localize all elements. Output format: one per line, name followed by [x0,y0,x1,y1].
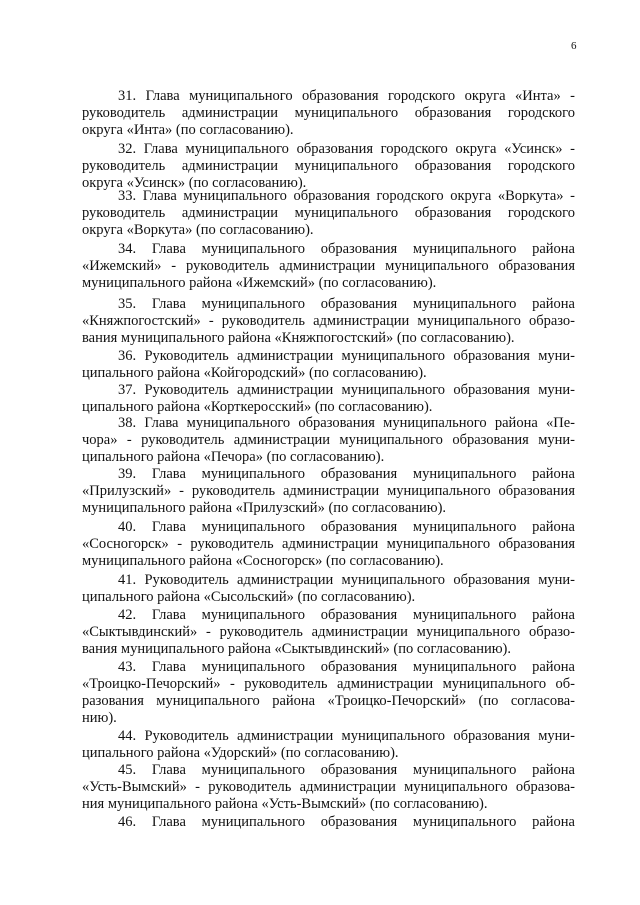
text-line: 44. Руководитель администрации муниципального образования муни- [118,728,575,744]
text-line: ципального района «Койгородский» (по согласованию). [82,365,427,381]
text-line: 32. Глава муниципального образования городского округа «Усинск» - [118,141,575,157]
text-line: 39. Глава муниципального образования муниципального района [118,466,575,482]
text-line: ципального района «Удорский» (по согласованию). [82,745,399,761]
text-line: руководитель администрации муниципального образования городского [82,158,575,174]
text-line: «Ижемский» - руководитель администрации муниципального образования [82,258,575,274]
text-line: муниципального района «Прилузский» (по согласованию). [82,500,447,516]
text-line: ципального района «Корткеросский» (по согласованию). [82,399,433,415]
text-line: муниципального района «Ижемский» (по согласованию). [82,275,437,291]
text-line: округа «Воркута» (по согласованию). [82,222,314,238]
text-line: 31. Глава муниципального образования городского округа «Инта» - [118,88,575,104]
text-line: «Сыктывдинский» - руководитель администрации муниципального образо- [82,624,575,640]
text-line: разования муниципального района «Троицко-Печорский» (по согласова- [82,693,575,709]
text-line: вания муниципального района «Княжпогостский» (по согласованию). [82,330,515,346]
text-line: 37. Руководитель администрации муниципального образования муни- [118,382,575,398]
text-line: ципального района «Печора» (по согласованию). [82,449,385,465]
text-line: чора» - руководитель администрации муниципального образования муни- [82,432,575,448]
text-line: 46. Глава муниципального образования муниципального района [118,814,575,830]
text-line: «Сосногорск» - руководитель администрации муниципального образования [82,536,575,552]
text-line: 45. Глава муниципального образования муниципального района [118,762,575,778]
text-line: 38. Глава муниципального образования муниципального района «Пе- [118,415,575,431]
text-line: округа «Усинск» (по согласованию). [82,175,307,191]
text-line: ния муниципального района «Усть-Вымский» (по согласованию). [82,796,488,812]
text-line: «Княжпогостский» - руководитель администрации муниципального образо- [82,313,575,329]
text-line: муниципального района «Сосногорск» (по согласованию). [82,553,444,569]
text-line: 41. Руководитель администрации муниципального образования муни- [118,572,575,588]
text-line: 42. Глава муниципального образования муниципального района [118,607,575,623]
page-number: 6 [571,40,577,52]
text-line: 35. Глава муниципального образования муниципального района [118,296,575,312]
text-line: 43. Глава муниципального образования муниципального района [118,659,575,675]
text-line: округа «Инта» (по согласованию). [82,122,294,138]
text-line: ципального района «Сысольский» (по согласованию). [82,589,416,605]
text-line: 34. Глава муниципального образования муниципального района [118,241,575,257]
text-line: 40. Глава муниципального образования муниципального района [118,519,575,535]
text-line: «Усть-Вымский» - руководитель администрации муниципального образова- [82,779,575,795]
text-line: 36. Руководитель администрации муниципального образования муни- [118,348,575,364]
text-line: 33. Глава муниципального образования городского округа «Воркута» - [118,188,575,204]
text-line: нию). [82,710,117,726]
text-line: руководитель администрации муниципального образования городского [82,105,575,121]
text-line: руководитель администрации муниципального образования городского [82,205,575,221]
text-line: «Троицко-Печорский» - руководитель администрации муниципального об- [82,676,575,692]
text-line: «Прилузский» - руководитель администрации муниципального образования [82,483,575,499]
text-line: вания муниципального района «Сыктывдинский» (по согласованию). [82,641,511,657]
